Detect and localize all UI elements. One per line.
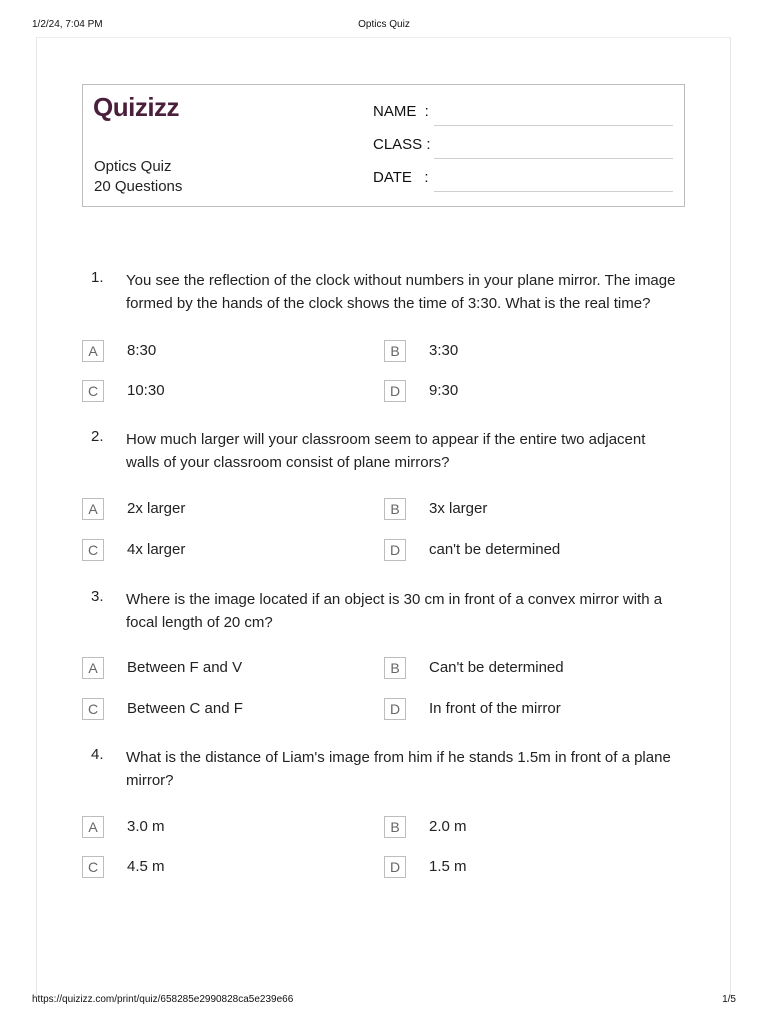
question-number: 1. [91, 269, 104, 286]
date-label: DATE : [373, 169, 429, 186]
date-line [434, 191, 673, 192]
option-text: can't be determined [429, 541, 561, 558]
option-letter: D [384, 539, 406, 561]
class-label: CLASS : [373, 136, 431, 153]
option-letter: C [82, 856, 104, 878]
option-letter: D [384, 380, 406, 402]
student-info-box [82, 84, 685, 207]
option-text: 8:30 [127, 342, 157, 359]
option-letter: C [82, 380, 104, 402]
option-text: 2.0 m [429, 818, 467, 835]
option-text: 3x larger [429, 500, 488, 517]
name-label: NAME : [373, 103, 429, 120]
option-letter: B [384, 816, 406, 838]
date-field [373, 169, 673, 191]
name-field [373, 103, 673, 125]
option-text: 3.0 m [127, 818, 165, 835]
question-text: Where is the image located if an object is 30 cm in front of a convex mirror with a focal length of 20 cm? [126, 591, 663, 631]
quizizz-logo: Quizizz [93, 92, 180, 122]
option-text: 4.5 m [127, 858, 165, 875]
class-line [434, 158, 673, 159]
option-text: Can't be determined [429, 659, 564, 676]
name-line [434, 125, 673, 126]
option-letter: D [384, 856, 406, 878]
question-number: 3. [91, 588, 104, 605]
option-letter: C [82, 698, 104, 720]
option-text: 1.5 m [429, 858, 467, 875]
print-footer [32, 994, 736, 1006]
option-letter: C [82, 539, 104, 561]
option-text: 4x larger [127, 541, 186, 558]
question-text: What is the distance of Liam's image from him if he stands 1.5m in front of a plane mirror? [126, 749, 671, 789]
option-letter: B [384, 340, 406, 362]
option-text: 9:30 [429, 382, 459, 399]
page-number: 1/5 [722, 994, 736, 1005]
option-text: 10:30 [127, 382, 165, 399]
option-text: 3:30 [429, 342, 459, 359]
option-letter: D [384, 698, 406, 720]
option-text: Between F and V [127, 659, 243, 676]
option-letter: B [384, 498, 406, 520]
option-text: 2x larger [127, 500, 186, 517]
option-letter: A [82, 657, 104, 679]
option-letter: A [82, 816, 104, 838]
option-letter: A [82, 498, 104, 520]
question-number: 4. [91, 746, 104, 763]
print-doc-title: Optics Quiz [358, 19, 410, 30]
option-text: In front of the mirror [429, 700, 561, 717]
print-datetime: 1/2/24, 7:04 PM [32, 19, 103, 30]
quiz-title: Optics Quiz [94, 158, 172, 175]
class-field [373, 136, 673, 158]
print-url: https://quizizz.com/print/quiz/658285e2990828ca5e239e66 [32, 994, 294, 1005]
question-count: 20 Questions [94, 178, 183, 195]
print-header [32, 19, 736, 31]
option-text: Between C and F [127, 700, 243, 717]
question-number: 2. [91, 428, 104, 445]
option-letter: A [82, 340, 104, 362]
question-text: You see the reflection of the clock without numbers in your plane mirror. The image formed by the hands of the clock shows the time of 3:30. What is the real time? [126, 272, 676, 312]
option-letter: B [384, 657, 406, 679]
question-text: How much larger will your classroom seem to appear if the entire two adjacent walls of your classroom consist of plane mirrors? [126, 431, 646, 471]
